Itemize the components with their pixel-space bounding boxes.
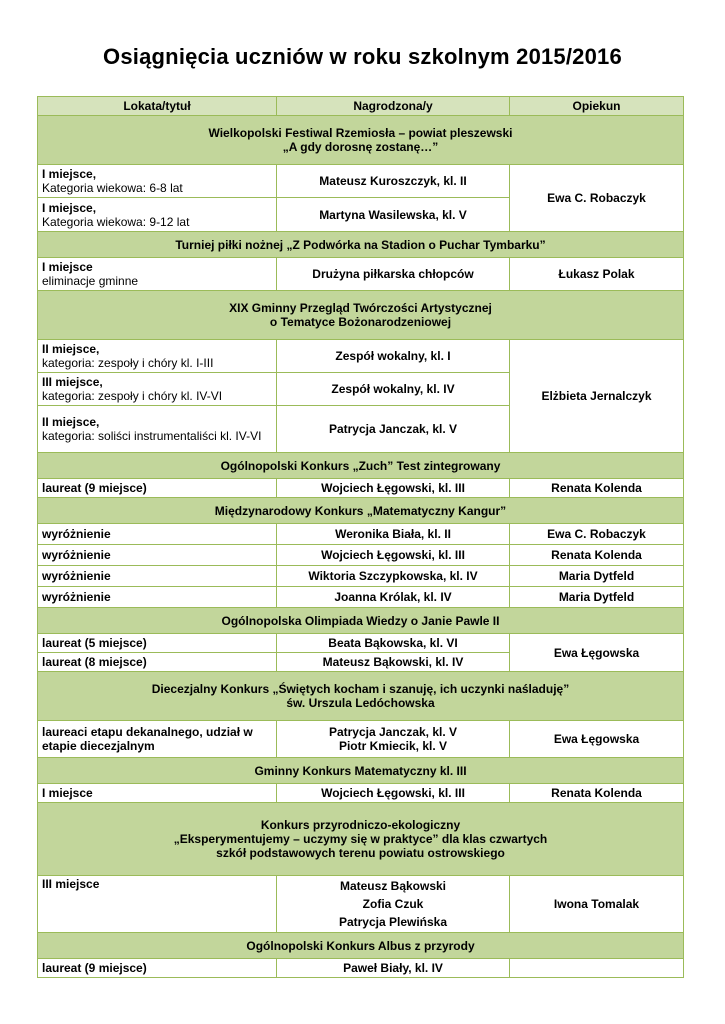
place-detail: kategoria: zespoły i chóry kl. I-III [42,356,214,370]
place-label: I miejsce [42,260,93,274]
winner-cell: Joanna Królak, kl. IV [277,587,510,608]
place-detail: kategoria: soliści instrumentaliści kl. IV-VI [42,429,262,443]
winner-cell: Mateusz Kuroszczyk, kl. II [277,165,510,198]
tutor-cell: Ewa Łęgowska [510,634,684,672]
winner-cell: Martyna Wasilewska, kl. V [277,198,510,232]
tutor-cell: Maria Dytfeld [510,566,684,587]
place-cell [38,406,277,453]
section-header [38,608,684,634]
section-title [38,116,684,165]
section-title [38,672,684,721]
place-detail: kategoria: zespoły i chóry kl. IV-VI [42,389,223,403]
section-header [38,672,684,721]
section-header [38,498,684,524]
tutor-cell: Elżbieta Jernalczyk [510,340,684,453]
section-header [38,232,684,258]
table-row [38,479,684,498]
section-title: Gminny Konkurs Matematyczny kl. III [38,758,684,784]
section-header [38,291,684,340]
section-title: Ogólnopolski Konkurs Albus z przyrody [38,933,684,959]
section-title-line: „A gdy dorosnę zostanę…” [282,140,439,154]
place-cell [38,340,277,373]
tutor-cell: Ewa C. Robaczyk [510,165,684,232]
section-header [38,116,684,165]
place-cell: laureaci etapu dekanalnego, udział w etapie diecezjalnym [38,721,277,758]
place-label: II miejsce, [42,342,100,356]
section-title-line: XIX Gminny Przegląd Twórczości Artystycznej [229,301,492,315]
column-header-tutor: Opiekun [510,97,684,116]
winner-cell: Zespół wokalny, kl. I [277,340,510,373]
section-title-line: św. Urszula Ledóchowska [286,696,435,710]
section-title-line: szkół podstawowych terenu powiatu ostrowskiego [216,846,505,860]
table-header-row [38,97,684,116]
winner-cell: Mateusz Bąkowski, kl. IV [277,653,510,672]
table-row [38,258,684,291]
place-cell: wyróżnienie [38,587,277,608]
winner-cell: Paweł Biały, kl. IV [277,959,510,978]
table-row [38,634,684,653]
place-cell: laureat (5 miejsce) [38,634,277,653]
table-row [38,959,684,978]
place-cell: laureat (9 miejsce) [38,959,277,978]
section-title: Międzynarodowy Konkurs „Matematyczny Kangur” [38,498,684,524]
winner-cell: Wojciech Łęgowski, kl. III [277,545,510,566]
table-row [38,876,684,933]
column-header-place: Lokata/tytuł [38,97,277,116]
winner-cell: Wiktoria Szczypkowska, kl. IV [277,566,510,587]
tutor-cell: Iwona Tomalak [510,876,684,933]
section-header [38,453,684,479]
place-detail: Kategoria wiekowa: 6-8 lat [42,181,183,195]
winner-cell: Drużyna piłkarska chłopców [277,258,510,291]
section-title-line: Wielkopolski Festiwal Rzemiosła – powiat pleszewski [208,126,513,140]
place-cell [38,198,277,232]
place-cell: laureat (8 miejsce) [38,653,277,672]
section-title-line: Konkurs przyrodniczo-ekologiczny [260,818,461,832]
table-row [38,566,684,587]
page-title: Osiągnięcia uczniów w roku szkolnym 2015/2016 [103,44,622,69]
table-row [38,784,684,803]
column-header-winner: Nagrodzona/y [277,97,510,116]
place-cell: I miejsce [38,784,277,803]
place-cell: wyróżnienie [38,566,277,587]
place-cell [38,165,277,198]
section-header [38,758,684,784]
section-title: Turniej piłki nożnej „Z Podwórka na Stadion o Puchar Tymbarku” [38,232,684,258]
achievements-table [37,96,684,978]
tutor-cell: Renata Kolenda [510,545,684,566]
section-title-line: o Tematyce Bożonarodzeniowej [269,315,452,329]
winner-cell [277,876,510,933]
table-row [38,545,684,566]
place-cell [38,373,277,406]
place-cell: wyróżnienie [38,524,277,545]
place-detail: eliminacje gminne [42,274,139,288]
winner-cell: Patrycja Janczak, kl. V [277,406,510,453]
winner-cell: Beata Bąkowska, kl. VI [277,634,510,653]
place-label: I miejsce, [42,200,97,215]
section-title [38,803,684,876]
section-title: Ogólnopolski Konkurs „Zuch” Test zintegrowany [38,453,684,479]
place-label: II miejsce, [42,415,100,429]
place-cell [38,258,277,291]
winner-name: Patrycja Plewińska [338,915,448,929]
tutor-cell: Ewa C. Robaczyk [510,524,684,545]
winner-cell: Weronika Biała, kl. II [277,524,510,545]
tutor-cell: Ewa Łęgowska [510,721,684,758]
winner-name: Mateusz Bąkowski [339,879,447,893]
table-row [38,340,684,373]
section-title [38,291,684,340]
table-row [38,165,684,198]
place-detail: Kategoria wiekowa: 9-12 lat [42,214,190,229]
tutor-cell: Maria Dytfeld [510,587,684,608]
place-cell: wyróżnienie [38,545,277,566]
winner-name: Patrycja Janczak, kl. V [328,725,458,739]
place-label: I miejsce, [42,167,97,181]
section-header [38,803,684,876]
section-title-line: Diecezjalny Konkurs „Świętych kocham i szanuję, ich uczynki naśladuję” [151,682,570,696]
winner-cell: Wojciech Łęgowski, kl. III [277,479,510,498]
winner-name: Zofia Czuk [362,897,424,911]
winner-cell: Zespół wokalny, kl. IV [277,373,510,406]
tutor-cell: Renata Kolenda [510,479,684,498]
place-cell: III miejsce [38,876,277,933]
tutor-cell: Łukasz Polak [510,258,684,291]
winner-cell [277,721,510,758]
place-label: III miejsce, [42,375,103,389]
winner-name: Piotr Kmiecik, kl. V [338,739,448,753]
tutor-cell: Renata Kolenda [510,784,684,803]
section-header [38,933,684,959]
table-row [38,721,684,758]
section-title: Ogólnopolska Olimpiada Wiedzy o Janie Pawle II [38,608,684,634]
table-row [38,524,684,545]
place-cell: laureat (9 miejsce) [38,479,277,498]
tutor-cell [510,959,684,978]
table-row [38,587,684,608]
winner-cell: Wojciech Łęgowski, kl. III [277,784,510,803]
section-title-line: „Eksperymentujemy – uczymy się w praktyce” dla klas czwartych [173,832,548,846]
